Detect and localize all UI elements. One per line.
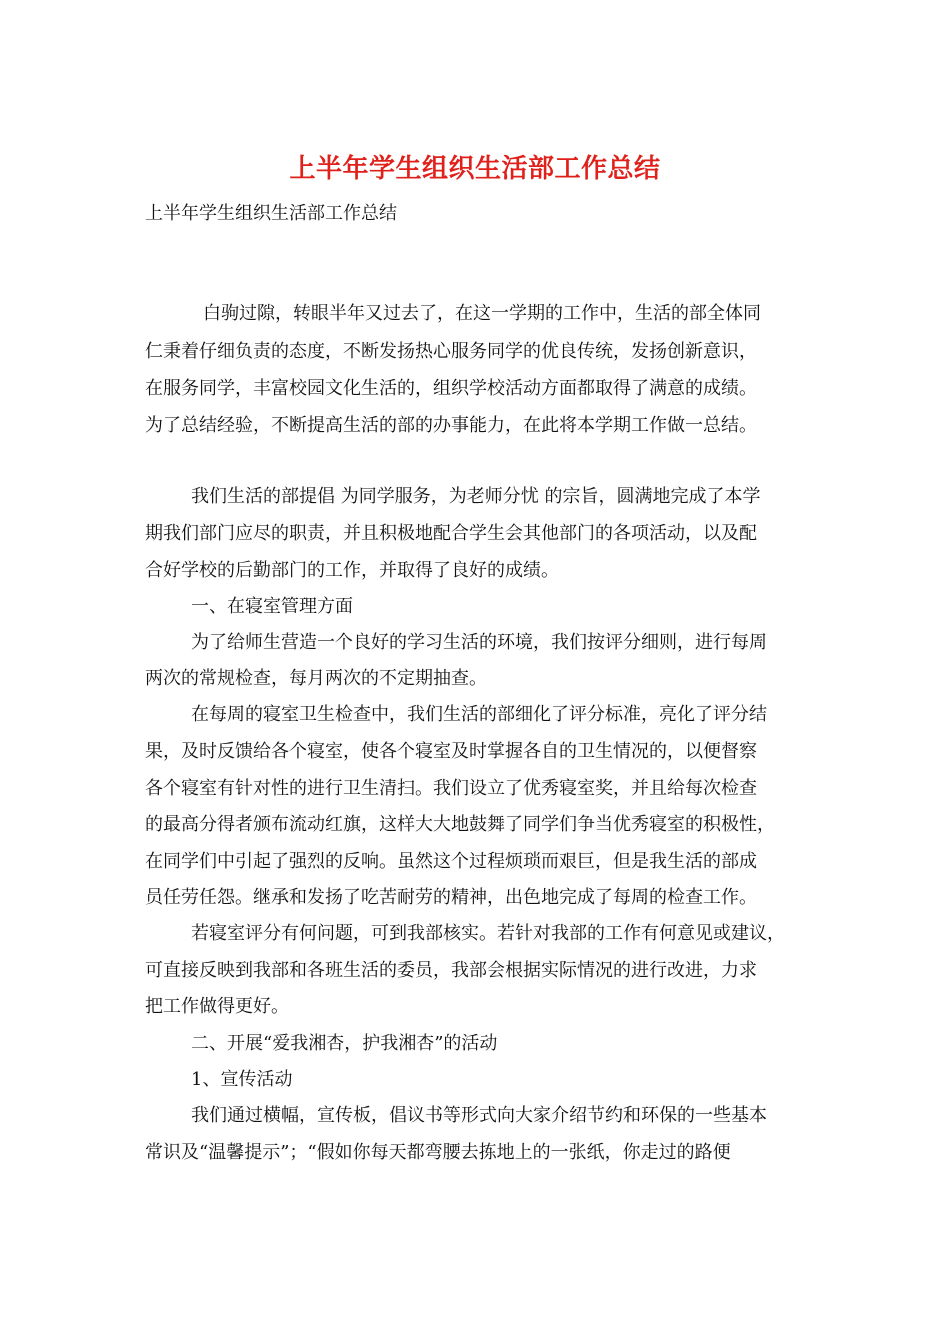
paragraph-line: 把工作做得更好。 <box>145 996 289 1017</box>
document-subtitle: 上半年学生组织生活部工作总结 <box>145 203 397 224</box>
document-title: 上半年学生组织生活部工作总结 <box>289 154 661 184</box>
paragraph-line: 期我们部门应尽的职责，并且积极地配合学生会其他部门的各项活动，以及配 <box>145 523 757 544</box>
paragraph-line: 常识及“温馨提示”；“假如你每天都弯腰去拣地上的一张纸，你走过的路便 <box>145 1142 731 1163</box>
paragraph-line: 在服务同学，丰富校园文化生活的，组织学校活动方面都取得了满意的成绩。 <box>145 378 757 399</box>
paragraph-line: 白驹过隙，转眼半年又过去了，在这一学期的工作中，生活的部全体同 <box>203 303 761 324</box>
paragraph-line: 若寝室评分有何问题，可到我部核实。若针对我部的工作有何意见或建议， <box>191 923 785 944</box>
paragraph-line: 果，及时反馈给各个寝室，使各个寝室及时掌握各自的卫生情况的，以便督察 <box>145 741 757 762</box>
paragraph-line: 为了总结经验，不断提高生活的部的办事能力，在此将本学期工作做一总结。 <box>145 415 757 436</box>
section-heading: 一、在寝室管理方面 <box>191 596 353 617</box>
paragraph-line: 可直接反映到我部和各班生活的委员，我部会根据实际情况的进行改进，力求 <box>145 960 757 981</box>
paragraph-line: 在每周的寝室卫生检查中，我们生活的部细化了评分标准，亮化了评分结 <box>191 704 767 725</box>
paragraph-line: 的最高分得者颁布流动红旗，这样大大地鼓舞了同学们争当优秀寝室的积极性， <box>145 814 775 835</box>
section-heading: 二、开展“爱我湘杏，护我湘杏”的活动 <box>191 1033 498 1054</box>
subsection-heading: 1、宣传活动 <box>191 1069 293 1090</box>
paragraph-line: 各个寝室有针对性的进行卫生清扫。我们设立了优秀寝室奖，并且给每次检查 <box>145 778 757 799</box>
paragraph-line: 我们生活的部提倡 为同学服务，为老师分忧 的宗旨，圆满地完成了本学 <box>191 486 761 507</box>
paragraph-line: 仁秉着仔细负责的态度，不断发扬热心服务同学的优良传统，发扬创新意识， <box>145 341 757 362</box>
paragraph-line: 我们通过横幅，宣传板，倡议书等形式向大家介绍节约和环保的一些基本 <box>191 1105 767 1126</box>
paragraph-line: 为了给师生营造一个良好的学习生活的环境，我们按评分细则，进行每周 <box>191 632 767 653</box>
paragraph-line: 合好学校的后勤部门的工作，并取得了良好的成绩。 <box>145 560 559 581</box>
paragraph-line: 在同学们中引起了强烈的反响。虽然这个过程烦琐而艰巨，但是我生活的部成 <box>145 851 757 872</box>
paragraph-line: 员任劳任怨。继承和发扬了吃苦耐劳的精神，出色地完成了每周的检查工作。 <box>145 887 757 908</box>
paragraph-line: 两次的常规检查，每月两次的不定期抽查。 <box>145 668 487 689</box>
